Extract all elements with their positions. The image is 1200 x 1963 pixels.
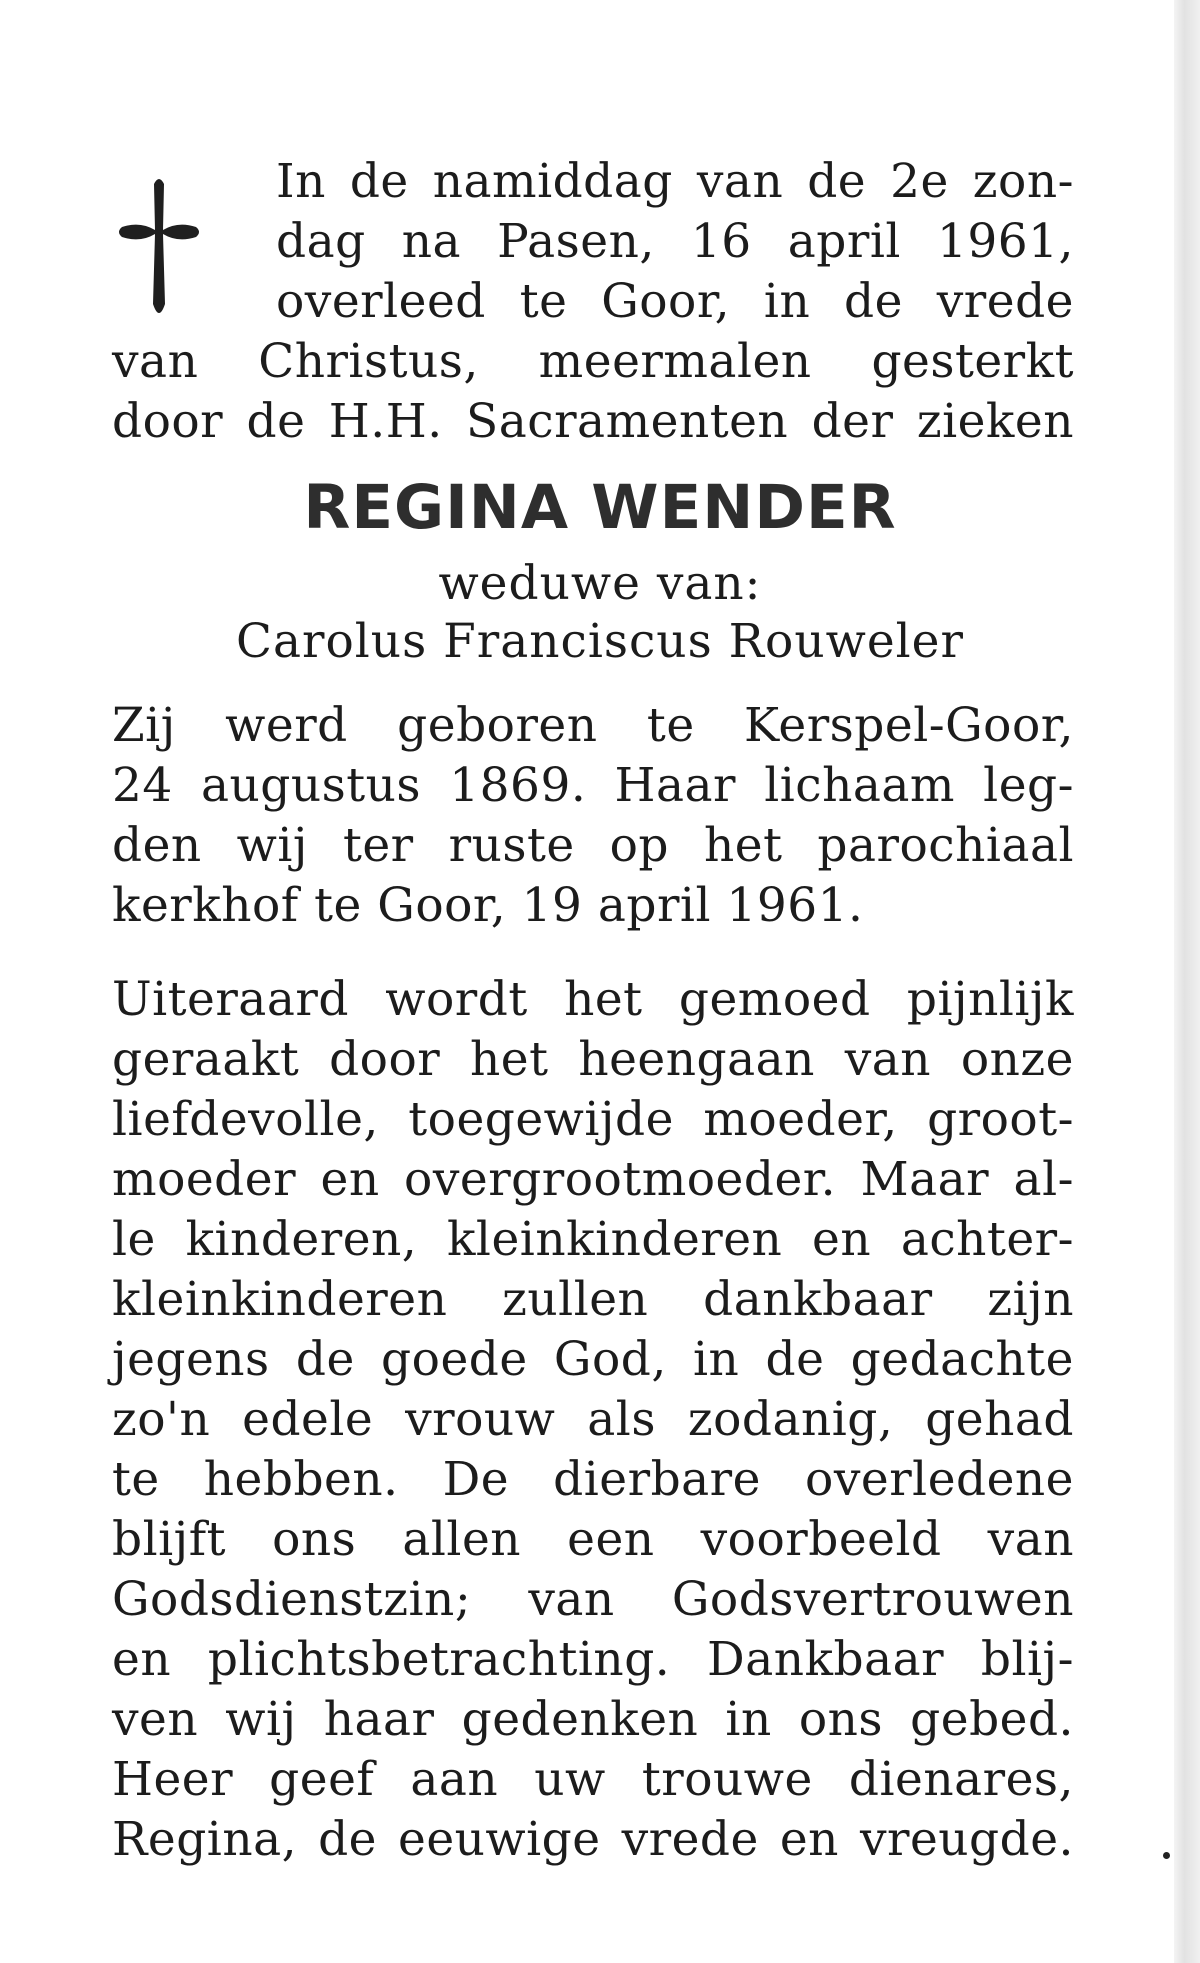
life-line: den wij ter ruste op het parochiaal [112,818,1074,873]
tribute-line: Regina, de eeuwige vrede en vreugde. [112,1812,1074,1867]
life-line: kerkhof te Goor, 19 april 1961. [112,878,864,933]
life-text [112,696,1074,936]
intro-line: dag na Pasen, 16 april 1961, [276,214,1074,269]
tribute-line: geraakt door het heengaan van onze [112,1032,1074,1087]
tribute-text [112,970,1074,1870]
tribute-line: kleinkinderen zullen dankbaar zijn [112,1272,1074,1327]
card-edge [1174,0,1200,1963]
intro-line: In de namiddag van de 2e zon- [276,154,1074,209]
tribute-line: Heer geef aan uw trouwe dienares, [112,1752,1074,1807]
tribute-line: ven wij haar gedenken in ons gebed. [112,1692,1074,1747]
tribute-line: Uiteraard wordt het gemoed pijnlijk [112,972,1074,1027]
intro-text [112,152,1074,452]
tribute-line: le kinderen, kleinkinderen en achter- [112,1212,1074,1267]
intro-line: van Christus, meermalen gesterkt [112,334,1074,389]
ink-dot [1163,1852,1170,1859]
tribute-line: liefdevolle, toegewijde moeder, groot- [112,1092,1074,1147]
husband-name: Carolus Franciscus Rouweler [236,614,964,669]
life-line: Zij werd geboren te Kerspel-Goor, [112,698,1074,753]
deceased-name: REGINA WENDER [303,472,897,543]
tribute-line: blijft ons allen een voorbeeld van [112,1512,1074,1567]
tribute-line: jegens de goede God, in de gedachte [112,1332,1074,1387]
tribute-line: zo'n edele vrouw als zodanig, gehad [112,1392,1074,1447]
tribute-line: en plichtsbetrachting. Dankbaar blij- [112,1632,1074,1687]
tribute-line: te hebben. De dierbare overledene [112,1452,1074,1507]
life-line: 24 augustus 1869. Haar lichaam leg- [112,758,1074,813]
intro-line: overleed te Goor, in de vrede [276,274,1074,329]
intro-line: door de H.H. Sacramenten der zieken [112,394,1074,449]
tribute-line: Godsdienstzin; van Godsvertrouwen [112,1572,1074,1627]
tribute-line: moeder en overgrootmoeder. Maar al- [112,1152,1074,1207]
widow-label: weduwe van: [438,556,762,611]
